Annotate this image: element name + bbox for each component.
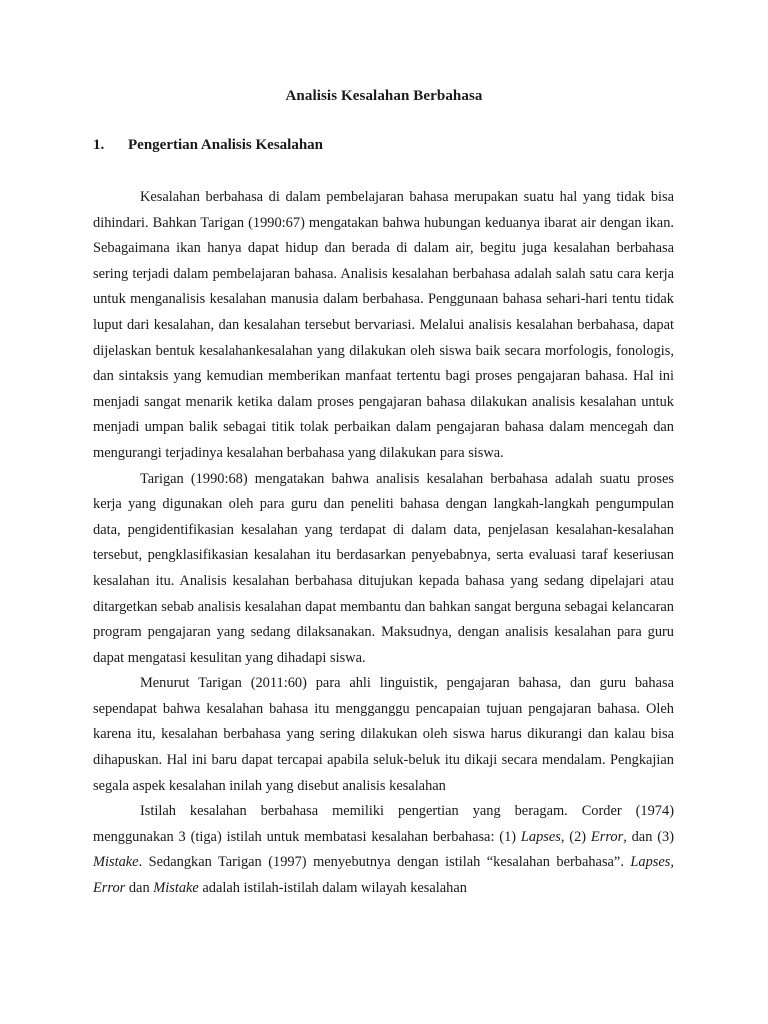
document-body xyxy=(93,185,674,902)
term-lapses: Lapses, xyxy=(630,854,674,871)
paragraph-4-text: . Sedangkan Tarigan (1997) menyebutnya dengan istilah “kesalahan berbahasa”. xyxy=(138,854,631,871)
section-number: 1. xyxy=(93,137,105,153)
term-error: Error xyxy=(590,828,624,845)
paragraph-3: Menurut Tarigan (2011:60) para ahli linguistik, pengajaran bahasa, dan guru bahasa sependapat bahwa kesalahan bahasa itu mengganggu pencapaian tujuan pengajaran bahasa. Oleh karena itu, kesalahan berbahasa yang sering dilakukan oleh siswa harus dikurangi dan kalau bisa dihapuskan. Hal ini baru dapat tercapai apabila seluk-beluk itu dikaji secara mendalam. Pengkajian segala aspek kesalahan inilah yang disebut analisis kesalahan xyxy=(93,675,674,794)
paragraph-1: Kesalahan berbahasa di dalam pembelajaran bahasa merupakan suatu hal yang tidak bisa dihindari. Bahkan Tarigan (1990:67) mengatakan bahwa hubungan keduanya ibarat air dengan ikan. Sebagaimana ikan hanya dapat hidup dan berada di dalam air, begitu juga kesalahan berbahasa sering terjadi dalam pembelajaran bahasa. Analisis kesalahan berbahasa adalah salah satu cara kerja untuk menganalisis kesalahan manusia dalam berbahasa. Penggunaan bahasa sehari-hari tentu tidak luput dari kesalahan, dan kesalahan tersebut bervariasi. Melalui analisis kesalahan berbahasa, dapat dijelaskan bentuk kesalahankesalahan yang dilakukan oleh siswa baik secara morfologis, fonologis, dan sintaksis yang kemudian memberikan manfaat tertentu bagi proses pengajaran bahasa. Hal ini menjadi sangat menarik ketika dalam proses pengajaran bahasa dilakukan analisis kesalahan untuk menjadi umpan balik sebagai titik tolak perbaikan dalam pengajaran bahasa dalam mencegah dan mengurangi terjadinya kesalahan berbahasa yang dilakukan para siswa. xyxy=(93,189,674,461)
section-heading xyxy=(93,135,323,155)
paragraph-4-text: Istilah kesalahan berbahasa memiliki pengertian yang beragam. Corder (1974) menggunakan 3 (tiga) istilah untuk membatasi kesalahan berbahasa: (1) xyxy=(93,803,674,845)
term-error: Error xyxy=(93,880,126,897)
term-mistake: Mistake xyxy=(93,854,139,871)
paragraph-4-text: dan xyxy=(125,880,154,897)
paragraph-4 xyxy=(93,799,674,901)
term-lapses: Lapses xyxy=(520,828,561,845)
term-mistake: Mistake xyxy=(153,880,199,897)
paragraph-4-text: , (2) xyxy=(560,828,591,845)
document-title: Analisis Kesalahan Berbahasa xyxy=(285,88,483,104)
paragraph-2: Tarigan (1990:68) mengatakan bahwa analisis kesalahan berbahasa adalah suatu proses kerja yang digunakan oleh para guru dan peneliti bahasa dengan langkah-langkah pengumpulan data, pengidentifikasian kesalahan yang terdapat di dalam data, penjelasan kesalahan-kesalahan tersebut, pengklasifikasian kesalahan itu berdasarkan penyebabnya, serta evaluasi taraf keseriusan kesalahan itu. Analisis kesalahan berbahasa ditujukan kepada bahasa yang sedang dipelajari atau ditargetkan sebab analisis kesalahan dapat membantu dan bahkan sangat berguna sebagai kelancaran program pengajaran yang sedang dilaksanakan. Maksudnya, dengan analisis kesalahan para guru dapat mengatasi kesulitan yang dihadapi siswa. xyxy=(93,470,674,666)
paragraph-4-text: adalah istilah-istilah dalam wilayah kesalahan xyxy=(198,880,467,897)
paragraph-4-text: , dan (3) xyxy=(623,828,675,845)
section-heading-text: Pengertian Analisis Kesalahan xyxy=(128,137,324,153)
